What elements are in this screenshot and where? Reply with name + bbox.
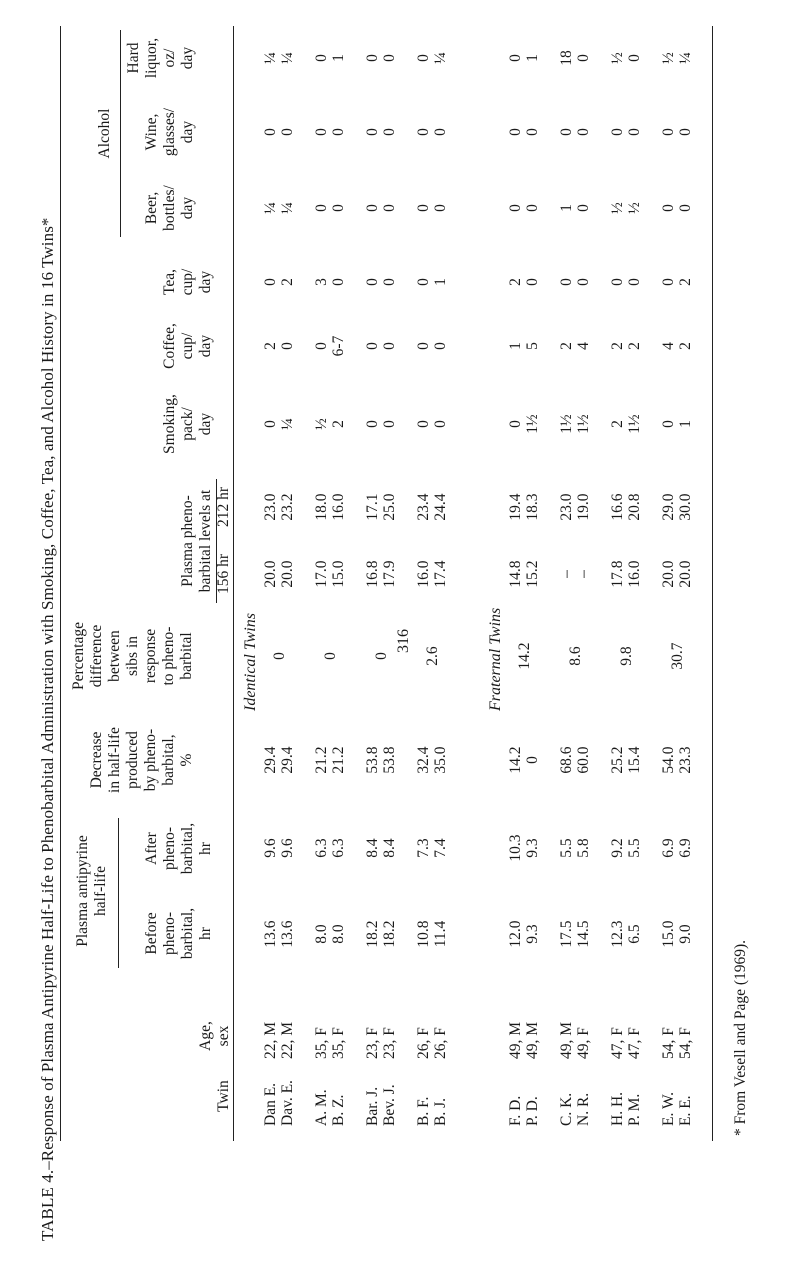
cell-tea: 0: [626, 278, 643, 286]
cell-156hr: 15.0: [330, 560, 347, 588]
rule-phenobarbital: [216, 479, 217, 603]
top-rule: [60, 26, 61, 1141]
cell-before: 18.2: [364, 920, 381, 948]
cell-twin: P. D.: [524, 1096, 541, 1126]
cell-decrease: 60.0: [575, 746, 592, 774]
cell-coffee: 4: [660, 342, 677, 350]
cell-coffee: 5: [524, 342, 541, 350]
hdr-pct-diff: Percentage difference between sibs in response to pheno- barbital: [70, 622, 195, 690]
cell-156hr: 14.8: [507, 560, 524, 588]
bottom-rule: [712, 26, 713, 1141]
cell-coffee: 0: [279, 342, 296, 350]
hdr-smoking: Smoking, pack/ day: [161, 394, 214, 454]
cell-twin: N. R.: [575, 1092, 592, 1126]
cell-tea: 0: [381, 278, 398, 286]
cell-smoking: 1½: [626, 414, 643, 434]
cell-before: 13.6: [262, 920, 279, 948]
cell-age-sex: 35, F: [313, 1027, 330, 1059]
hdr-after: After pheno- barbital, hr: [143, 822, 214, 875]
cell-decrease: 14.2: [507, 746, 524, 774]
cell-coffee: 0: [415, 342, 432, 350]
cell-156hr: –: [558, 570, 575, 578]
cell-decrease: 21.2: [330, 746, 347, 774]
header-rule: [233, 26, 234, 1141]
hdr-age-sex: Age, sex: [197, 1021, 232, 1051]
cell-wine: 0: [313, 128, 330, 136]
cell-tea: 0: [415, 278, 432, 286]
cell-wine: 0: [558, 128, 575, 136]
cell-pct-diff: 30.7: [669, 642, 686, 670]
cell-after: 5.8: [575, 838, 592, 858]
cell-decrease: 23.3: [677, 746, 694, 774]
cell-beer: 0: [524, 204, 541, 212]
cell-age-sex: 54, F: [677, 1027, 694, 1059]
cell-wine: 0: [262, 128, 279, 136]
rule-antipyrine: [118, 818, 119, 968]
cell-beer: 0: [381, 204, 398, 212]
cell-smoking: 0: [660, 420, 677, 428]
cell-beer: 0: [415, 204, 432, 212]
cell-156hr: –: [575, 570, 592, 578]
cell-age-sex: 49, F: [575, 1027, 592, 1059]
hdr-twin: Twin: [215, 1080, 232, 1112]
cell-beer: 0: [507, 204, 524, 212]
cell-beer: ½: [609, 202, 626, 214]
cell-coffee: 0: [381, 342, 398, 350]
cell-wine: 0: [575, 128, 592, 136]
cell-after: 6.3: [313, 838, 330, 858]
cell-liquor: 0: [507, 54, 524, 62]
cell-age-sex: 26, F: [432, 1027, 449, 1059]
cell-beer: 0: [575, 204, 592, 212]
cell-before: 11.4: [432, 920, 449, 948]
cell-after: 5.5: [626, 838, 643, 858]
cell-twin: B. Z.: [330, 1094, 347, 1126]
cell-age-sex: 47, F: [609, 1027, 626, 1059]
cell-smoking: 0: [381, 420, 398, 428]
cell-pct-diff: 14.2: [516, 642, 533, 670]
cell-smoking: 1: [677, 420, 694, 428]
cell-after: 10.3: [507, 834, 524, 862]
cell-tea: 0: [609, 278, 626, 286]
cell-wine: 0: [660, 128, 677, 136]
cell-before: 8.0: [313, 924, 330, 944]
cell-beer: ¼: [262, 202, 279, 214]
cell-twin: H. H.: [609, 1091, 626, 1126]
cell-212hr: 23.0: [262, 493, 279, 521]
cell-age-sex: 35, F: [330, 1027, 347, 1059]
cell-212hr: 19.4: [507, 493, 524, 521]
cell-coffee: 0: [313, 342, 330, 350]
cell-pct-diff: 0: [322, 652, 339, 660]
cell-twin: Bev. J.: [381, 1084, 398, 1126]
cell-smoking: ½: [313, 418, 330, 430]
cell-decrease: 35.0: [432, 746, 449, 774]
cell-tea: 2: [279, 278, 296, 286]
hdr-coffee: Coffee, cup/ day: [161, 323, 214, 369]
cell-twin: E. E.: [677, 1095, 694, 1126]
hdr-tea: Tea, cup/ day: [161, 268, 214, 296]
cell-decrease: 54.0: [660, 746, 677, 774]
rule-alcohol: [120, 30, 121, 237]
cell-twin: A. M.: [313, 1089, 330, 1126]
cell-156hr: 20.0: [677, 560, 694, 588]
cell-age-sex: 49, M: [524, 1021, 541, 1059]
cell-before: 8.0: [330, 924, 347, 944]
page-number: 316: [395, 629, 412, 653]
cell-wine: 0: [381, 128, 398, 136]
cell-beer: 0: [432, 204, 449, 212]
hdr-liquor: Hard liquor, oz/ day: [125, 37, 196, 79]
cell-212hr: 23.2: [279, 493, 296, 521]
cell-age-sex: 23, F: [364, 1027, 381, 1059]
cell-212hr: 16.0: [330, 493, 347, 521]
cell-212hr: 18.0: [313, 493, 330, 521]
cell-coffee: 2: [558, 342, 575, 350]
cell-beer: 0: [330, 204, 347, 212]
cell-liquor: ½: [609, 52, 626, 64]
cell-after: 6.3: [330, 838, 347, 858]
cell-wine: 0: [626, 128, 643, 136]
hdr-plasma-antipyrine-group: Plasma antipyrine half-life: [74, 835, 109, 947]
cell-wine: 0: [432, 128, 449, 136]
cell-decrease: 25.2: [609, 746, 626, 774]
cell-156hr: 17.8: [609, 560, 626, 588]
cell-coffee: 4: [575, 342, 592, 350]
cell-pct-diff: 2.6: [424, 646, 441, 666]
section-fraternal-twins: Fraternal Twins: [487, 607, 504, 711]
cell-liquor: ¼: [677, 52, 694, 64]
cell-wine: 0: [279, 128, 296, 136]
cell-156hr: 20.0: [279, 560, 296, 588]
cell-212hr: 30.0: [677, 493, 694, 521]
cell-before: 17.5: [558, 920, 575, 948]
cell-smoking: 2: [330, 420, 347, 428]
cell-tea: 0: [575, 278, 592, 286]
hdr-plasma-phenobarbital-group: Plasma pheno- barbital levels at: [179, 489, 214, 593]
cell-wine: 0: [415, 128, 432, 136]
cell-age-sex: 49, M: [507, 1021, 524, 1059]
cell-twin: F. D.: [507, 1095, 524, 1126]
cell-twin: Bar. J.: [364, 1086, 381, 1126]
cell-212hr: 29.0: [660, 493, 677, 521]
cell-156hr: 16.8: [364, 560, 381, 588]
cell-after: 9.6: [279, 838, 296, 858]
hdr-beer: Beer, bottles/ day: [143, 185, 196, 231]
cell-age-sex: 49, M: [558, 1021, 575, 1059]
cell-after: 5.5: [558, 838, 575, 858]
cell-tea: 2: [677, 278, 694, 286]
cell-liquor: 0: [381, 54, 398, 62]
cell-decrease: 32.4: [415, 746, 432, 774]
cell-coffee: 1: [507, 342, 524, 350]
cell-smoking: 0: [507, 420, 524, 428]
hdr-before: Before pheno- barbital, hr: [143, 907, 214, 960]
cell-decrease: 53.8: [364, 746, 381, 774]
cell-liquor: 0: [313, 54, 330, 62]
cell-liquor: ¼: [262, 52, 279, 64]
cell-after: 8.4: [381, 838, 398, 858]
cell-age-sex: 23, F: [381, 1027, 398, 1059]
cell-coffee: 2: [626, 342, 643, 350]
cell-pct-diff: 0: [271, 652, 288, 660]
cell-tea: 0: [330, 278, 347, 286]
cell-wine: 0: [677, 128, 694, 136]
cell-twin: P. M.: [626, 1093, 643, 1126]
cell-after: 6.9: [660, 838, 677, 858]
cell-twin: Dav. E.: [279, 1080, 296, 1126]
cell-156hr: 17.9: [381, 560, 398, 588]
hdr-156hr: 156 hr: [215, 553, 232, 595]
section-identical-twins: Identical Twins: [242, 613, 259, 711]
cell-212hr: 24.4: [432, 493, 449, 521]
cell-before: 14.5: [575, 920, 592, 948]
cell-liquor: 18: [558, 50, 575, 66]
cell-smoking: 1½: [558, 414, 575, 434]
cell-decrease: 53.8: [381, 746, 398, 774]
cell-liquor: 1: [330, 54, 347, 62]
hdr-wine: Wine, glasses/ day: [143, 107, 196, 157]
cell-coffee: 2: [677, 342, 694, 350]
cell-pct-diff: 8.6: [567, 646, 584, 666]
cell-twin: B. F.: [415, 1096, 432, 1126]
cell-smoking: 0: [262, 420, 279, 428]
cell-beer: 0: [364, 204, 381, 212]
cell-wine: 0: [609, 128, 626, 136]
cell-coffee: 0: [364, 342, 381, 350]
cell-age-sex: 22, M: [279, 1021, 296, 1059]
cell-before: 12.3: [609, 920, 626, 948]
cell-beer: 0: [677, 204, 694, 212]
cell-tea: 0: [524, 278, 541, 286]
cell-212hr: 25.0: [381, 493, 398, 521]
cell-smoking: 0: [432, 420, 449, 428]
cell-liquor: 0: [364, 54, 381, 62]
cell-age-sex: 47, F: [626, 1027, 643, 1059]
cell-age-sex: 22, M: [262, 1021, 279, 1059]
cell-decrease: 29.4: [262, 746, 279, 774]
hdr-decrease: Decrease in half-life produced by pheno- barbital, %: [88, 727, 195, 793]
cell-156hr: 17.4: [432, 560, 449, 588]
cell-156hr: 20.0: [660, 560, 677, 588]
cell-before: 12.0: [507, 920, 524, 948]
cell-decrease: 15.4: [626, 746, 643, 774]
cell-smoking: ¼: [279, 418, 296, 430]
cell-beer: 1: [558, 204, 575, 212]
cell-liquor: 0: [626, 54, 643, 62]
cell-212hr: 19.0: [575, 493, 592, 521]
cell-liquor: ¼: [279, 52, 296, 64]
cell-tea: 3: [313, 278, 330, 286]
cell-liquor: ½: [660, 52, 677, 64]
cell-before: 6.5: [626, 924, 643, 944]
hdr-212hr: 212 hr: [215, 486, 232, 528]
cell-tea: 0: [660, 278, 677, 286]
cell-pct-diff: 0: [373, 652, 390, 660]
cell-tea: 0: [262, 278, 279, 286]
cell-beer: 0: [313, 204, 330, 212]
cell-212hr: 20.8: [626, 493, 643, 521]
cell-212hr: 17.1: [364, 493, 381, 521]
cell-tea: 0: [558, 278, 575, 286]
cell-smoking: 1½: [524, 414, 541, 434]
cell-wine: 0: [524, 128, 541, 136]
cell-coffee: 2: [609, 342, 626, 350]
cell-after: 7.4: [432, 838, 449, 858]
cell-twin: C. K.: [558, 1092, 575, 1126]
cell-212hr: 18.3: [524, 493, 541, 521]
cell-beer: 0: [660, 204, 677, 212]
cell-after: 9.6: [262, 838, 279, 858]
cell-before: 15.0: [660, 920, 677, 948]
cell-decrease: 29.4: [279, 746, 296, 774]
cell-156hr: 17.0: [313, 560, 330, 588]
cell-coffee: 2: [262, 342, 279, 350]
cell-after: 8.4: [364, 838, 381, 858]
cell-after: 6.9: [677, 838, 694, 858]
cell-liquor: 0: [415, 54, 432, 62]
table-caption: TABLE 4.–Response of Plasma Antipyrine Half-Life to Phenobarbital Administration with Smoking, Coffee, Tea, and Alcohol History in 16 Twins*: [38, 217, 57, 1241]
cell-smoking: 0: [415, 420, 432, 428]
cell-tea: 0: [364, 278, 381, 286]
cell-tea: 1: [432, 278, 449, 286]
cell-age-sex: 26, F: [415, 1027, 432, 1059]
cell-age-sex: 54, F: [660, 1027, 677, 1059]
cell-156hr: 16.0: [626, 560, 643, 588]
cell-after: 9.3: [524, 838, 541, 858]
footnote: * From Vesell and Page (1969).: [732, 939, 749, 1136]
cell-after: 9.2: [609, 838, 626, 858]
cell-coffee: 6-7: [330, 335, 347, 357]
cell-before: 18.2: [381, 920, 398, 948]
cell-smoking: 1½: [575, 414, 592, 434]
cell-beer: ¼: [279, 202, 296, 214]
cell-before: 9.0: [677, 924, 694, 944]
cell-after: 7.3: [415, 838, 432, 858]
cell-156hr: 20.0: [262, 560, 279, 588]
cell-twin: Dan E.: [262, 1082, 279, 1126]
cell-212hr: 23.4: [415, 493, 432, 521]
cell-liquor: 1: [524, 54, 541, 62]
cell-wine: 0: [507, 128, 524, 136]
cell-coffee: 0: [432, 342, 449, 350]
cell-before: 9.3: [524, 924, 541, 944]
cell-wine: 0: [364, 128, 381, 136]
cell-beer: ½: [626, 202, 643, 214]
cell-156hr: 15.2: [524, 560, 541, 588]
cell-twin: B. J.: [432, 1098, 449, 1126]
cell-212hr: 23.0: [558, 493, 575, 521]
hdr-alcohol-group: Alcohol: [96, 108, 113, 159]
cell-smoking: 0: [364, 420, 381, 428]
cell-wine: 0: [330, 128, 347, 136]
cell-liquor: 0: [575, 54, 592, 62]
cell-before: 10.8: [415, 920, 432, 948]
cell-pct-diff: 9.8: [618, 646, 635, 666]
cell-tea: 2: [507, 278, 524, 286]
cell-liquor: ¼: [432, 52, 449, 64]
cell-decrease: 68.6: [558, 746, 575, 774]
cell-decrease: 21.2: [313, 746, 330, 774]
cell-decrease: 0: [524, 756, 541, 764]
cell-twin: E. W.: [660, 1091, 677, 1126]
cell-212hr: 16.6: [609, 493, 626, 521]
cell-smoking: 2: [609, 420, 626, 428]
cell-156hr: 16.0: [415, 560, 432, 588]
cell-before: 13.6: [279, 920, 296, 948]
